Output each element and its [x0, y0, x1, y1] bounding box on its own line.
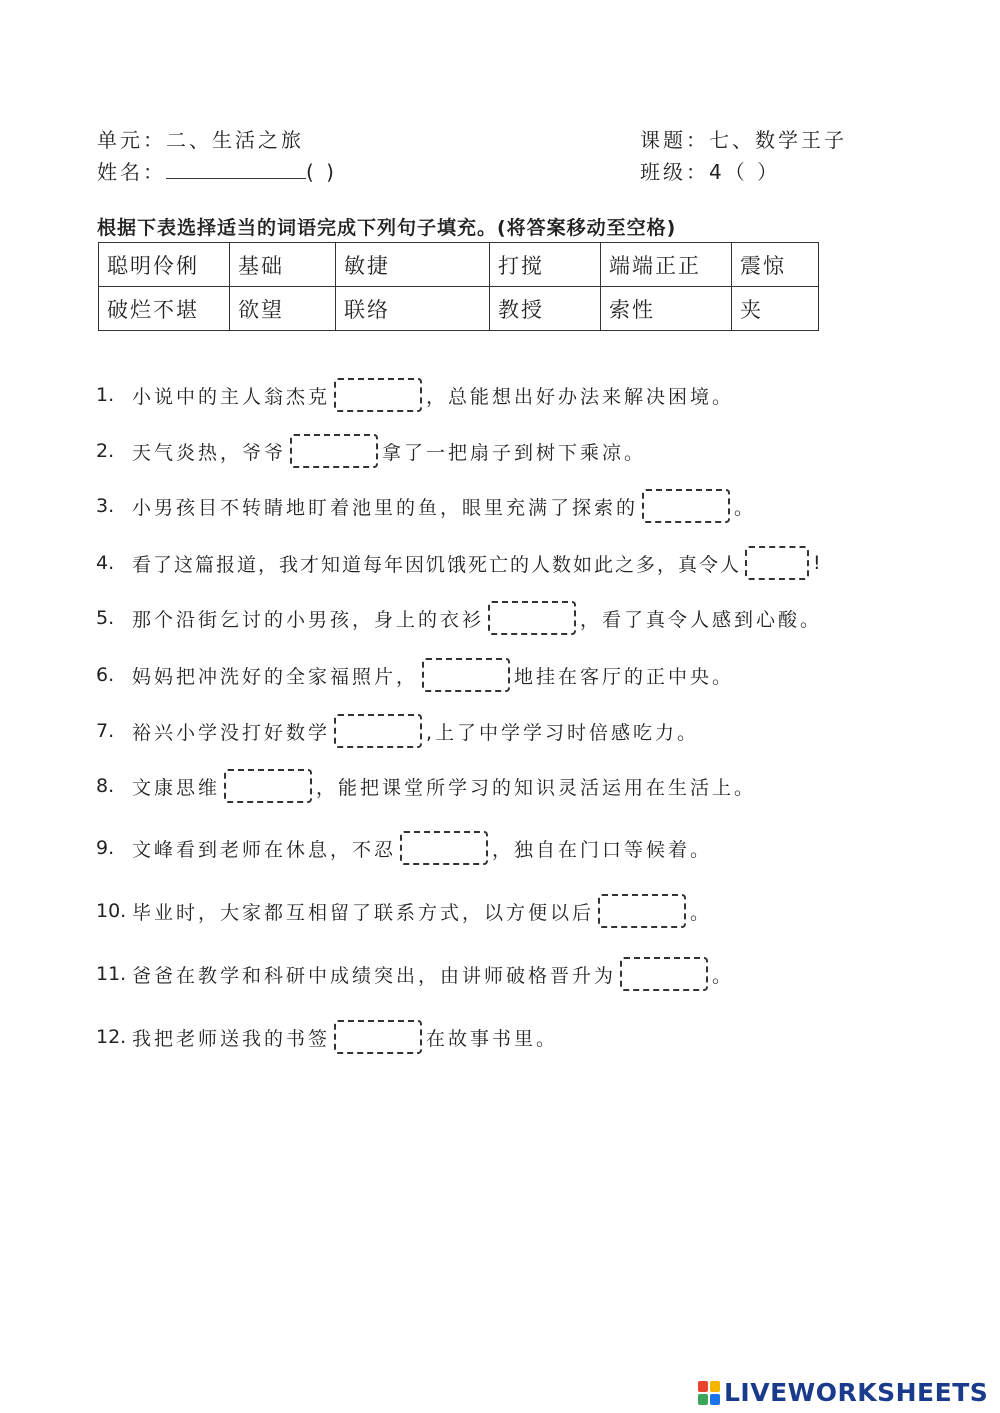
question-text-after: ，能把课堂所学习的知识灵活运用在生活上。 — [316, 776, 757, 799]
liveworksheets-logo-icon — [698, 1381, 720, 1405]
word-bank-row — [99, 243, 819, 287]
question-text-before: 小说中的主人翁杰克 — [132, 385, 331, 408]
question-text-after: 。 — [712, 964, 735, 987]
question-text-after: 在故事书里。 — [426, 1027, 559, 1050]
name-blank — [166, 160, 306, 179]
question-text-before: 我把老师送我的书签 — [132, 1027, 331, 1050]
answer-drop-box[interactable] — [224, 769, 312, 803]
word-bank-table — [98, 242, 819, 331]
question-7 — [96, 714, 699, 748]
question-number: 5. — [96, 607, 115, 629]
answer-drop-box[interactable] — [334, 378, 422, 412]
question-number: 2. — [96, 440, 115, 462]
word-cell[interactable]: 打搅 — [490, 243, 601, 287]
question-3 — [96, 489, 756, 523]
word-cell[interactable]: 联络 — [336, 287, 490, 331]
answer-drop-box[interactable] — [488, 601, 576, 635]
question-text-after: ，总能想出好办法来解决困境。 — [426, 385, 735, 408]
question-number: 12. — [96, 1026, 127, 1048]
word-cell[interactable]: 震惊 — [732, 243, 819, 287]
question-text-before: 看了这篇报道，我才知道每年因饥饿死亡的人数如此之多，真令人 — [132, 553, 742, 576]
question-text-before: 小男孩目不转睛地盯着池里的鱼，眼里充满了探索的 — [132, 496, 639, 519]
answer-drop-box[interactable] — [620, 957, 708, 991]
question-12 — [96, 1020, 558, 1054]
answer-drop-box[interactable] — [334, 714, 422, 748]
word-bank-row — [99, 287, 819, 331]
topic-label: 课题： — [640, 128, 709, 152]
liveworksheets-logo — [698, 1378, 988, 1407]
question-text-after: 。 — [690, 901, 713, 924]
instruction-text: 根据下表选择适当的词语完成下列句子填充。(将答案移动至空格) — [97, 217, 677, 239]
word-cell[interactable]: 基础 — [230, 243, 336, 287]
name-line — [97, 156, 337, 185]
question-text-after: 地挂在客厅的正中央。 — [514, 665, 735, 688]
question-text-after: 拿了一把扇子到树下乘凉。 — [382, 441, 647, 464]
question-text-before: 天气炎热，爷爷 — [132, 441, 287, 464]
answer-drop-box[interactable] — [400, 831, 488, 865]
unit-label: 单元： — [97, 128, 166, 152]
question-text-before: 文康思维 — [132, 776, 221, 799]
question-9 — [96, 831, 712, 865]
question-text-before: 裕兴小学没打好数学 — [132, 721, 331, 744]
answer-drop-box[interactable] — [598, 894, 686, 928]
class-value: 4（ ） — [709, 160, 781, 184]
question-number: 8. — [96, 775, 115, 797]
answer-drop-box[interactable] — [422, 658, 510, 692]
answer-drop-box[interactable] — [334, 1020, 422, 1054]
question-number: 6. — [96, 664, 115, 686]
word-cell[interactable]: 破烂不堪 — [99, 287, 230, 331]
class-label: 班级： — [640, 160, 709, 184]
question-text-after: ! — [813, 552, 823, 574]
question-11 — [96, 957, 734, 991]
question-2 — [96, 434, 646, 468]
topic-value: 七、数学王子 — [709, 128, 847, 152]
question-text-before: 文峰看到老师在休息，不忍 — [132, 838, 397, 861]
logo-tile — [698, 1394, 708, 1405]
logo-tile — [710, 1394, 720, 1405]
answer-drop-box[interactable] — [290, 434, 378, 468]
question-text-after: ,上了中学学习时倍感吃力。 — [426, 721, 700, 744]
liveworksheets-logo-text: LIVEWORKSHEETS — [724, 1378, 989, 1407]
question-number: 7. — [96, 720, 115, 742]
question-number: 3. — [96, 495, 115, 517]
word-cell[interactable]: 教授 — [490, 287, 601, 331]
logo-tile — [698, 1381, 708, 1392]
question-4 — [96, 546, 823, 580]
word-cell[interactable]: 夹 — [732, 287, 819, 331]
question-number: 4. — [96, 552, 115, 574]
logo-tile — [710, 1381, 720, 1392]
question-10 — [96, 894, 712, 928]
question-text-after: 。 — [734, 496, 757, 519]
answer-drop-box[interactable] — [642, 489, 730, 523]
word-cell[interactable]: 敏捷 — [336, 243, 490, 287]
unit-value: 二、生活之旅 — [166, 128, 304, 152]
name-seat-paren: ( ) — [306, 160, 337, 184]
question-text-before: 那个沿街乞讨的小男孩，身上的衣衫 — [132, 608, 485, 631]
unit-line — [97, 124, 304, 153]
question-number: 11. — [96, 963, 127, 985]
class-line — [640, 156, 780, 185]
question-8 — [96, 769, 756, 803]
question-text-before: 妈妈把冲洗好的全家福照片， — [132, 665, 419, 688]
question-number: 10. — [96, 900, 127, 922]
question-text-before: 爸爸在教学和科研中成绩突出，由讲师破格晋升为 — [132, 964, 617, 987]
question-1 — [96, 378, 734, 412]
question-5 — [96, 601, 822, 635]
word-cell[interactable]: 聪明伶俐 — [99, 243, 230, 287]
word-cell[interactable]: 索性 — [601, 287, 732, 331]
answer-drop-box[interactable] — [745, 546, 809, 580]
question-text-after: ，看了真令人感到心酸。 — [580, 608, 823, 631]
word-cell[interactable]: 端端正正 — [601, 243, 732, 287]
question-number: 1. — [96, 384, 115, 406]
question-text-before: 毕业时，大家都互相留了联系方式，以方便以后 — [132, 901, 595, 924]
topic-line — [640, 124, 847, 153]
question-6 — [96, 658, 734, 692]
question-number: 9. — [96, 837, 115, 859]
question-text-after: ，独自在门口等候着。 — [492, 838, 713, 861]
word-cell[interactable]: 欲望 — [230, 287, 336, 331]
name-label: 姓名： — [97, 160, 166, 184]
